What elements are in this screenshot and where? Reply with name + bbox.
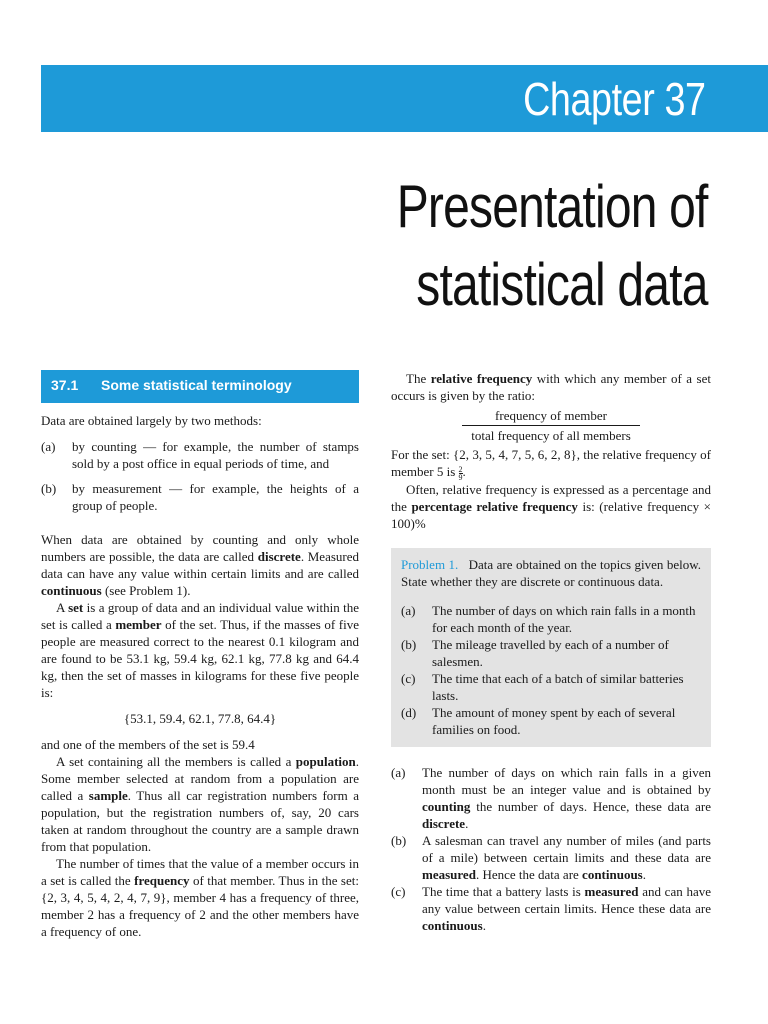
member-paragraph: and one of the members of the set is 59.4 <box>41 737 255 752</box>
list-item-label: (b) <box>391 832 407 848</box>
list-item-label: (c) <box>391 883 406 899</box>
percentage-paragraph: Often, relative frequency is expressed as a percentage and the percentage relative frequency is: (relative frequency × 100)% <box>391 481 712 531</box>
section-number: 37.1 <box>51 377 79 393</box>
intro-paragraph: Data are obtained largely by two methods: <box>41 413 262 428</box>
list-item-text: A salesman can travel any number of miles (and parts of a mile) between certain limits and these data are measured. Hence the data are continuous. <box>422 832 711 882</box>
term-population: population <box>295 754 356 769</box>
section-heading <box>41 370 359 403</box>
discrete-continuous-paragraph: When data are obtained by counting and only whole numbers are possible, the data are called discrete. Measured data can have any value within certain limits and are called continuous (see Problem 1). <box>41 532 360 598</box>
list-item <box>391 764 711 832</box>
problem-items <box>401 602 701 738</box>
right-column <box>391 370 711 934</box>
list-item <box>391 883 711 934</box>
list-item-label: (b) <box>41 481 57 496</box>
methods-list <box>41 438 359 514</box>
list-item-text: by counting — for example, the number of stamps sold by a post office in equal periods of time, and <box>72 439 359 471</box>
list-item-label: (c) <box>401 670 416 686</box>
list-item-label: (d) <box>401 704 417 720</box>
chapter-title-line-2: statistical data <box>416 251 708 318</box>
term-set: set <box>68 600 84 615</box>
fraction: $\frac{2}{9}$ <box>458 464 463 482</box>
list-item-label: (a) <box>391 764 406 780</box>
list-item-text: The time that a battery lasts is measured and can have any value between certain limits. Hence these data are continuous. <box>422 883 711 933</box>
list-item-text: The time that each of a batch of similar batteries lasts. <box>432 670 684 703</box>
ratio-numerator: frequency of member <box>462 407 640 426</box>
chapter-banner <box>41 65 768 132</box>
term-discrete: discrete <box>257 549 301 564</box>
term-member: member <box>115 617 162 632</box>
list-item-text: The number of days on which rain falls in a given month must be an integer value and is obtained by counting the number of days. Hence, these data are discrete. <box>422 764 711 831</box>
frequency-ratio <box>391 407 711 444</box>
list-item-label: (a) <box>41 439 56 454</box>
answers-list <box>391 764 711 934</box>
chapter-title <box>397 168 708 324</box>
frequency-paragraph: The number of times that the value of a member occurs in a set is called the frequency of that member. Thus in the set: {2, 3, 4, 5, 4, 2, 4, 7, 9}, member 4 has a frequency of three, member 2 has a frequency of 2 and the other members have a frequency of one. <box>41 856 359 939</box>
population-paragraph: A set containing all the members is called a population. Some member selected at random from a population are called a sample. Thus all car registration numbers form a population, but the registration numbers of, say, 20 cars taken at random throughout the country are a sample drawn from that population. <box>41 754 359 854</box>
list-item-label: (b) <box>401 636 417 652</box>
ratio-denominator: total frequency of all members <box>471 428 631 443</box>
list-item <box>401 670 701 704</box>
list-item-text: by measurement — for example, the heights of a group of people. <box>72 481 359 513</box>
list-item <box>401 602 701 636</box>
list-item <box>41 480 359 514</box>
term-relative-frequency: relative frequency <box>430 371 533 386</box>
set-paragraph: A set is a group of data and an individual value within the set is called a member of the set. Thus, if the masses of five people are measured correct to the nearest 0.1 kilogram and are found to be 53.1 kg, 59.4 kg, 62.1 kg, 77.8 kg and 64.4 kg, then the set of masses in kilograms for these five people is: <box>41 600 360 700</box>
mass-set: {53.1, 59.4, 62.1, 77.8, 64.4} <box>123 711 277 726</box>
relative-frequency-example: For the set: {2, 3, 5, 4, 7, 5, 6, 2, 8}, the relative frequency of member 5 is $\frac{2}{9}$ . <box>391 447 711 482</box>
list-item <box>401 636 701 670</box>
term-percentage-relative-frequency: percentage relative frequency <box>411 498 578 514</box>
list-item-text: The mileage travelled by each of a number of salesmen. <box>432 636 669 669</box>
left-column <box>41 370 359 940</box>
list-item-text: The amount of money spent by each of several families on food. <box>432 704 676 737</box>
term-frequency: frequency <box>134 873 190 888</box>
list-item-label: (a) <box>401 602 416 618</box>
list-item-text: The number of days on which rain falls in a month for each month of the year. <box>432 602 696 635</box>
list-item <box>391 832 711 883</box>
section-title: Some statistical terminology <box>101 377 292 393</box>
problem-box <box>391 548 711 747</box>
problem-label: Problem 1. <box>401 556 459 572</box>
list-item <box>41 438 359 472</box>
problem-statement: Problem 1. Data are obtained on the topics given below. State whether they are discrete or continuous data. <box>401 556 701 589</box>
chapter-title-line-1: Presentation of <box>397 173 708 240</box>
term-sample: sample <box>88 788 128 803</box>
relative-frequency-paragraph: The relative frequency with which any member of a set occurs is given by the ratio: <box>391 371 711 403</box>
term-continuous: continuous <box>41 583 102 598</box>
list-item <box>401 704 701 738</box>
chapter-label: Chapter 37 <box>523 73 706 125</box>
